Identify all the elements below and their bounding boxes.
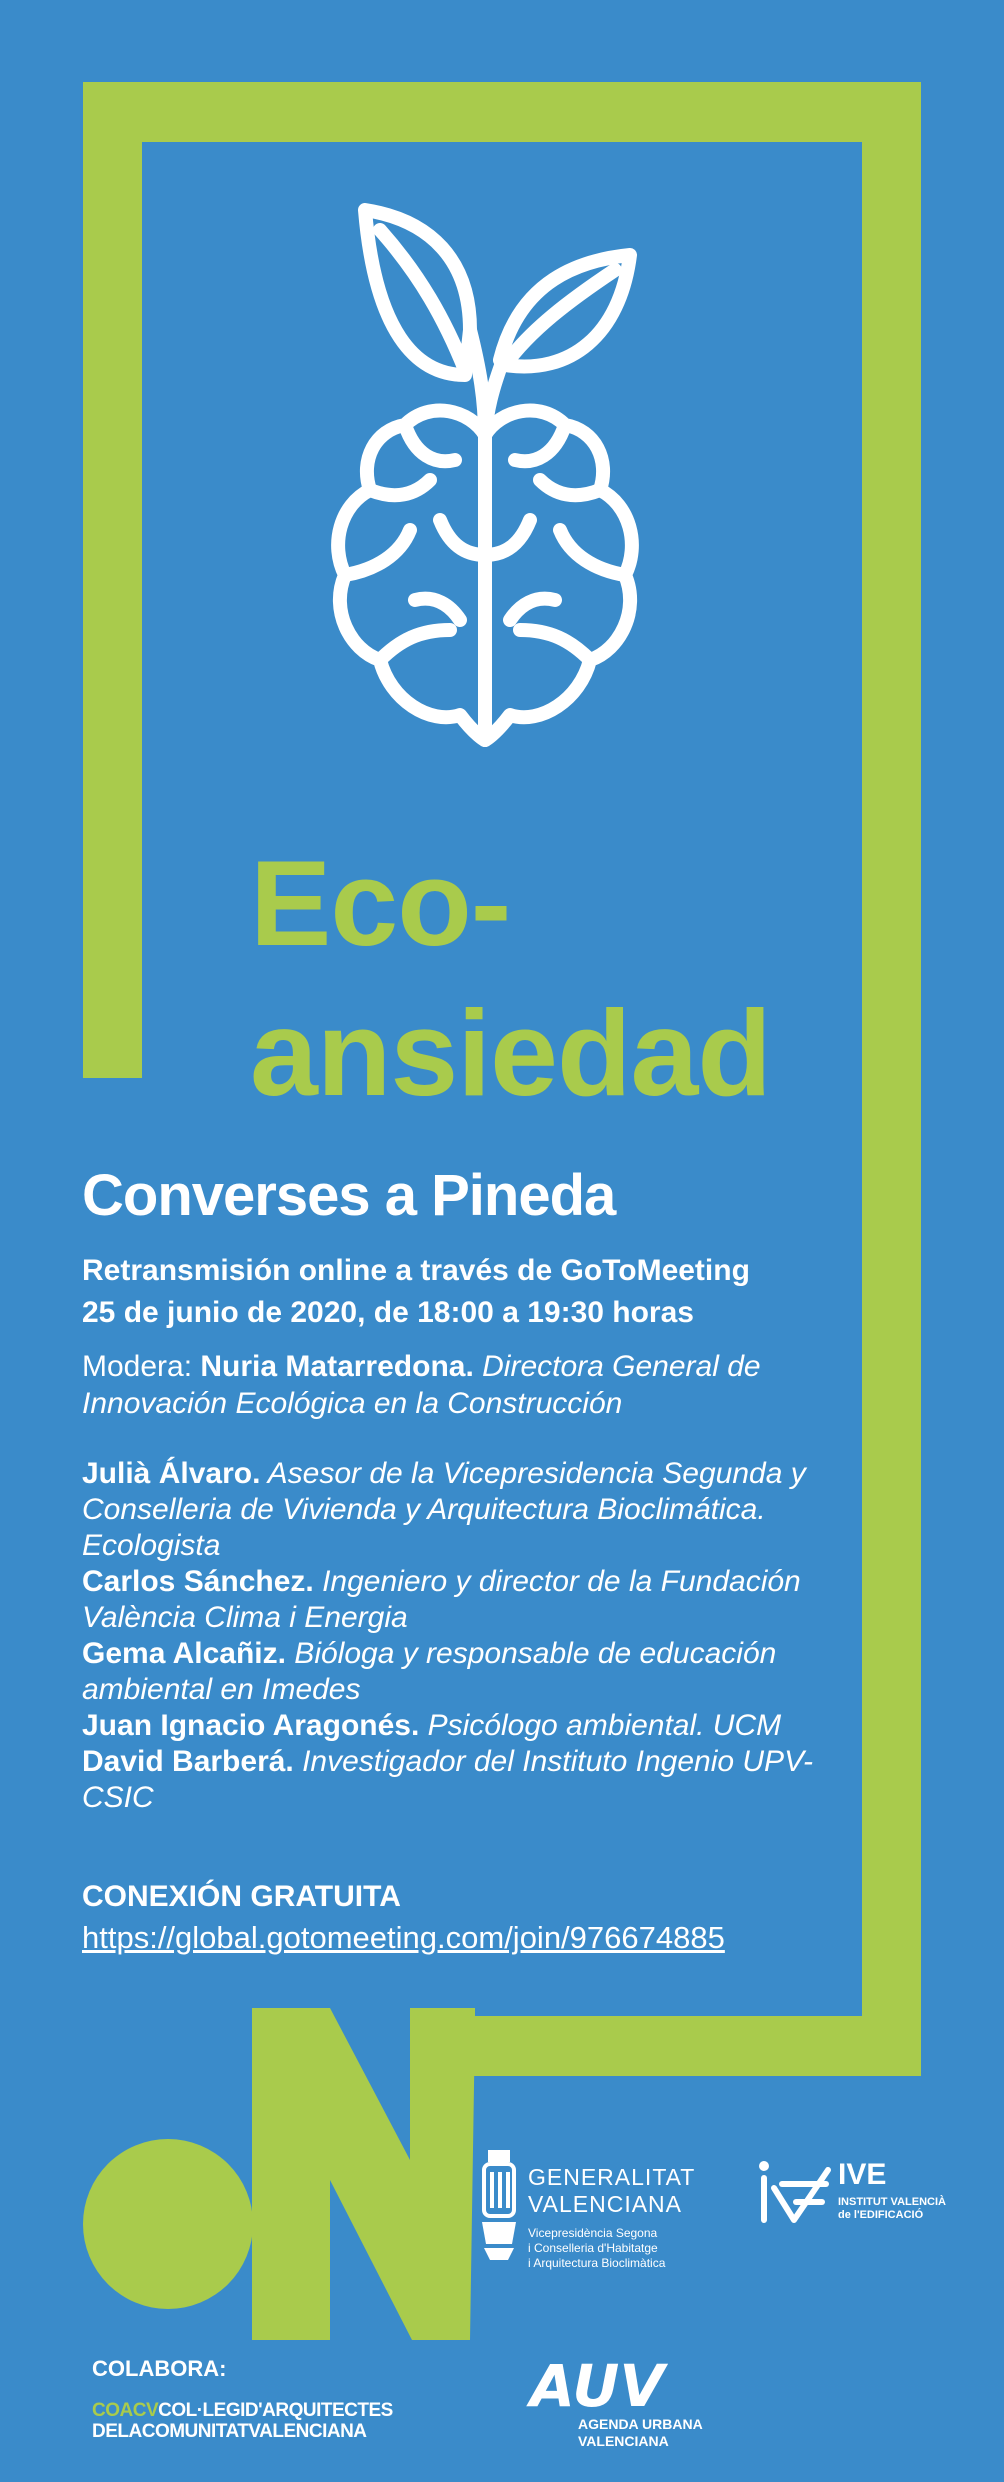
generalitat-sub-2: i Conselleria d'Habitatge	[528, 2241, 658, 2255]
speakers-list	[82, 1456, 882, 1816]
ive-mark-icon	[756, 2158, 832, 2228]
speaker-name: Gema Alcañiz.	[82, 1637, 286, 1670]
speaker-item	[82, 1636, 882, 1708]
speaker-role: Psicólogo ambiental. UCM	[419, 1709, 782, 1742]
frame-top-bar	[83, 82, 921, 142]
crest-icon	[478, 2144, 520, 2262]
connection-title: CONEXIÓN GRATUITA	[82, 1880, 401, 1913]
coacv-name-2: DELACOMUNITATVALENCIANA	[92, 2421, 367, 2442]
ive-logo	[756, 2158, 966, 2238]
ive-subtitle-2: de l'EDIFICACIÓ	[838, 2209, 924, 2221]
coacv-name-1: COL·LEGID'ARQUITECTES	[158, 2400, 393, 2421]
speaker-role: Bióloga y responsable de educación ambiental en Imedes	[82, 1637, 777, 1706]
speaker-name: David Barberá.	[82, 1745, 294, 1778]
speaker-item	[82, 1744, 882, 1816]
speaker-role: Investigador del Instituto Ingenio UPV-CSIC	[82, 1745, 813, 1814]
svg-text:AUV: AUV	[530, 2356, 665, 2412]
title-line-2: ansiedad	[250, 985, 771, 1121]
speaker-item	[82, 1456, 882, 1564]
moderator-role: Directora General de Innovación Ecológica en la Construcción	[82, 1350, 761, 1420]
auv-subtitle-2: VALENCIANA	[578, 2433, 669, 2449]
generalitat-logo	[478, 2144, 728, 2274]
coacv-line-1	[92, 2400, 393, 2421]
generalitat-name-2: VALENCIANA	[528, 2191, 683, 2217]
ive-name: IVE	[838, 2158, 887, 2191]
speaker-role: Asesor de la Vicepresidencia Segunda y Conselleria de Vivienda y Arquitectura Bioclimática. Ecologista	[82, 1457, 806, 1562]
moderator-prefix: Modera:	[82, 1350, 201, 1383]
collaborator-label: COLABORA:	[92, 2356, 227, 2381]
moderator-name: Nuria Matarredona.	[200, 1350, 474, 1383]
ive-subtitle	[838, 2196, 946, 2222]
green-dot	[83, 2139, 253, 2309]
broadcast-info	[82, 1250, 750, 1334]
speaker-name: Juan Ignacio Aragonés.	[82, 1709, 420, 1742]
coacv-logo	[92, 2400, 393, 2442]
speaker-name: Julià Álvaro.	[82, 1457, 261, 1490]
frame-left-bar	[83, 82, 142, 1078]
frame-bottom-bar	[430, 2016, 921, 2076]
speaker-item	[82, 1708, 882, 1744]
auv-subtitle	[578, 2416, 703, 2450]
auv-subtitle-1: AGENDA URBANA	[578, 2416, 703, 2432]
generalitat-sub-1: Vicepresidència Segona	[528, 2226, 658, 2240]
speaker-role: Ingeniero y director de la Fundación València Clima i Energia	[82, 1565, 801, 1634]
generalitat-text	[528, 2164, 695, 2271]
generalitat-subtitle	[528, 2226, 695, 2271]
generalitat-name-1: GENERALITAT	[528, 2164, 696, 2190]
broadcast-line-2: 25 de junio de 2020, de 18:00 a 19:30 horas	[82, 1296, 694, 1329]
event-subtitle: Converses a Pineda	[82, 1163, 616, 1228]
speaker-name: Carlos Sánchez.	[82, 1565, 314, 1598]
auv-logo	[526, 2356, 716, 2466]
brain-with-sprout-icon	[320, 200, 650, 760]
moderator-block	[82, 1348, 902, 1422]
title-line-1: Eco-	[250, 835, 511, 971]
speaker-item	[82, 1564, 882, 1636]
frame-tail	[252, 2008, 475, 2340]
page-title	[250, 828, 771, 1128]
broadcast-line-1: Retransmisión online a través de GoToMeeting	[82, 1254, 750, 1287]
generalitat-sub-3: i Arquitectura Bioclimàtica	[528, 2256, 666, 2270]
coacv-acronym: COACV	[92, 2400, 159, 2421]
auv-wordmark-icon	[526, 2356, 696, 2412]
ive-subtitle-1: INSTITUT VALENCIÀ	[838, 2196, 946, 2208]
meeting-link[interactable]: https://global.gotomeeting.com/join/976674885	[82, 1920, 725, 1955]
